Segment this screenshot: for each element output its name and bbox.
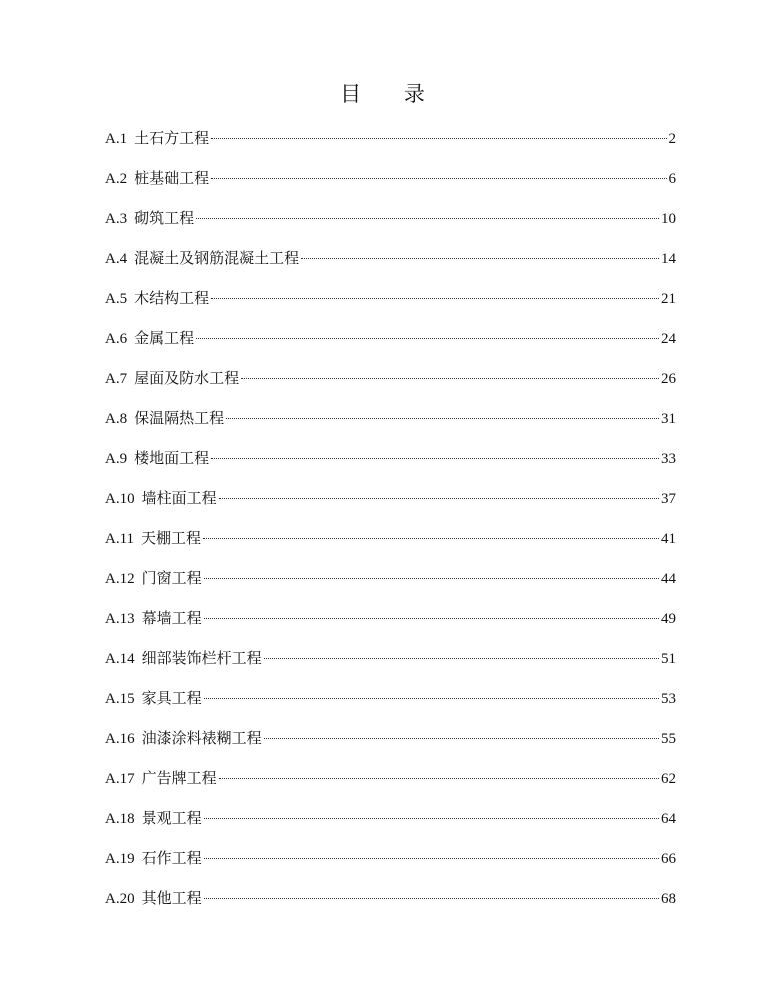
- entry-number: A.16: [105, 731, 135, 747]
- toc-entry[interactable]: [105, 204, 676, 244]
- entry-number: A.11: [105, 531, 135, 547]
- entry-number: A.12: [105, 571, 135, 587]
- dot-leader: [204, 618, 659, 619]
- entry-title: 砌筑工程: [134, 209, 195, 227]
- entry-title: 景观工程: [141, 809, 202, 827]
- entry-number: A.5: [105, 291, 128, 307]
- toc-entry[interactable]: [105, 284, 676, 324]
- toc-entry[interactable]: [105, 404, 676, 444]
- dot-leader: [211, 458, 659, 459]
- entry-page-number: 41: [661, 531, 676, 547]
- entry-title: 门窗工程: [141, 569, 202, 587]
- entry-title: 桩基础工程: [134, 169, 210, 187]
- toc-entry[interactable]: [105, 324, 676, 364]
- entry-number: A.15: [105, 691, 135, 707]
- entry-title: 楼地面工程: [134, 449, 210, 467]
- entry-number: A.8: [105, 411, 128, 427]
- entry-title: 木结构工程: [134, 289, 210, 307]
- toc-entry[interactable]: [105, 484, 676, 524]
- entry-number: A.9: [105, 451, 128, 467]
- entry-title: 天棚工程: [141, 529, 202, 547]
- entry-page-number: 49: [661, 611, 676, 627]
- dot-leader: [211, 298, 659, 299]
- entry-title: 土石方工程: [134, 129, 210, 147]
- entry-number: A.6: [105, 331, 128, 347]
- dot-leader: [196, 218, 659, 219]
- entry-title: 金属工程: [134, 329, 195, 347]
- toc-entry[interactable]: [105, 804, 676, 844]
- entry-number: A.17: [105, 771, 135, 787]
- entry-number: A.18: [105, 811, 135, 827]
- entry-number: A.7: [105, 371, 128, 387]
- dot-leader: [226, 418, 659, 419]
- entry-number: A.1: [105, 131, 128, 147]
- entry-title: 幕墙工程: [141, 609, 202, 627]
- entry-title: 墙柱面工程: [141, 489, 217, 507]
- toc-entry[interactable]: [105, 684, 676, 724]
- entry-page-number: 2: [668, 131, 676, 147]
- entry-number: A.13: [105, 611, 135, 627]
- toc-entry[interactable]: [105, 524, 676, 564]
- toc-entry[interactable]: [105, 164, 676, 204]
- entry-page-number: 53: [661, 691, 676, 707]
- dot-leader: [196, 338, 659, 339]
- entry-page-number: 14: [661, 251, 676, 267]
- entry-title: 石作工程: [141, 849, 202, 867]
- entry-number: A.2: [105, 171, 128, 187]
- entry-title: 家具工程: [141, 689, 202, 707]
- entry-number: A.14: [105, 651, 135, 667]
- dot-leader: [203, 538, 659, 539]
- toc-entry[interactable]: [105, 724, 676, 764]
- entry-page-number: 55: [661, 731, 676, 747]
- entry-page-number: 51: [661, 651, 676, 667]
- dot-leader: [211, 178, 666, 179]
- entry-page-number: 44: [661, 571, 676, 587]
- entry-page-number: 10: [661, 211, 676, 227]
- dot-leader: [241, 378, 659, 379]
- toc-entry[interactable]: [105, 444, 676, 484]
- entry-page-number: 6: [668, 171, 676, 187]
- dot-leader: [204, 818, 659, 819]
- entry-page-number: 37: [661, 491, 676, 507]
- entry-page-number: 31: [661, 411, 676, 427]
- entry-title: 细部装饰栏杆工程: [141, 649, 262, 667]
- entry-number: A.3: [105, 211, 128, 227]
- toc-entry[interactable]: [105, 364, 676, 404]
- page-title: 目 录: [340, 82, 443, 106]
- entry-page-number: 33: [661, 451, 676, 467]
- entry-page-number: 26: [661, 371, 676, 387]
- toc-list: [105, 124, 676, 924]
- dot-leader: [204, 698, 659, 699]
- toc-entry[interactable]: [105, 884, 676, 924]
- toc-entry[interactable]: [105, 604, 676, 644]
- toc-entry[interactable]: [105, 124, 676, 164]
- entry-title: 油漆涂料裱糊工程: [141, 729, 262, 747]
- dot-leader: [211, 138, 666, 139]
- dot-leader: [301, 258, 659, 259]
- entry-number: A.19: [105, 851, 135, 867]
- entry-title: 保温隔热工程: [134, 409, 225, 427]
- dot-leader: [204, 898, 659, 899]
- dot-leader: [204, 578, 659, 579]
- toc-entry[interactable]: [105, 644, 676, 684]
- entry-title: 混凝土及钢筋混凝土工程: [134, 249, 300, 267]
- dot-leader: [204, 858, 659, 859]
- dot-leader: [219, 498, 659, 499]
- entry-page-number: 68: [661, 891, 676, 907]
- entry-page-number: 21: [661, 291, 676, 307]
- entry-page-number: 66: [661, 851, 676, 867]
- entry-number: A.4: [105, 251, 128, 267]
- toc-entry[interactable]: [105, 844, 676, 884]
- dot-leader: [219, 778, 659, 779]
- entry-page-number: 64: [661, 811, 676, 827]
- dot-leader: [264, 738, 659, 739]
- dot-leader: [264, 658, 659, 659]
- toc-entry[interactable]: [105, 244, 676, 284]
- entry-title: 广告牌工程: [141, 769, 217, 787]
- entry-number: A.10: [105, 491, 135, 507]
- entry-title: 屋面及防水工程: [134, 369, 240, 387]
- entry-title: 其他工程: [141, 889, 202, 907]
- toc-entry[interactable]: [105, 564, 676, 604]
- entry-page-number: 62: [661, 771, 676, 787]
- entry-number: A.20: [105, 891, 135, 907]
- entry-page-number: 24: [661, 331, 676, 347]
- toc-entry[interactable]: [105, 764, 676, 804]
